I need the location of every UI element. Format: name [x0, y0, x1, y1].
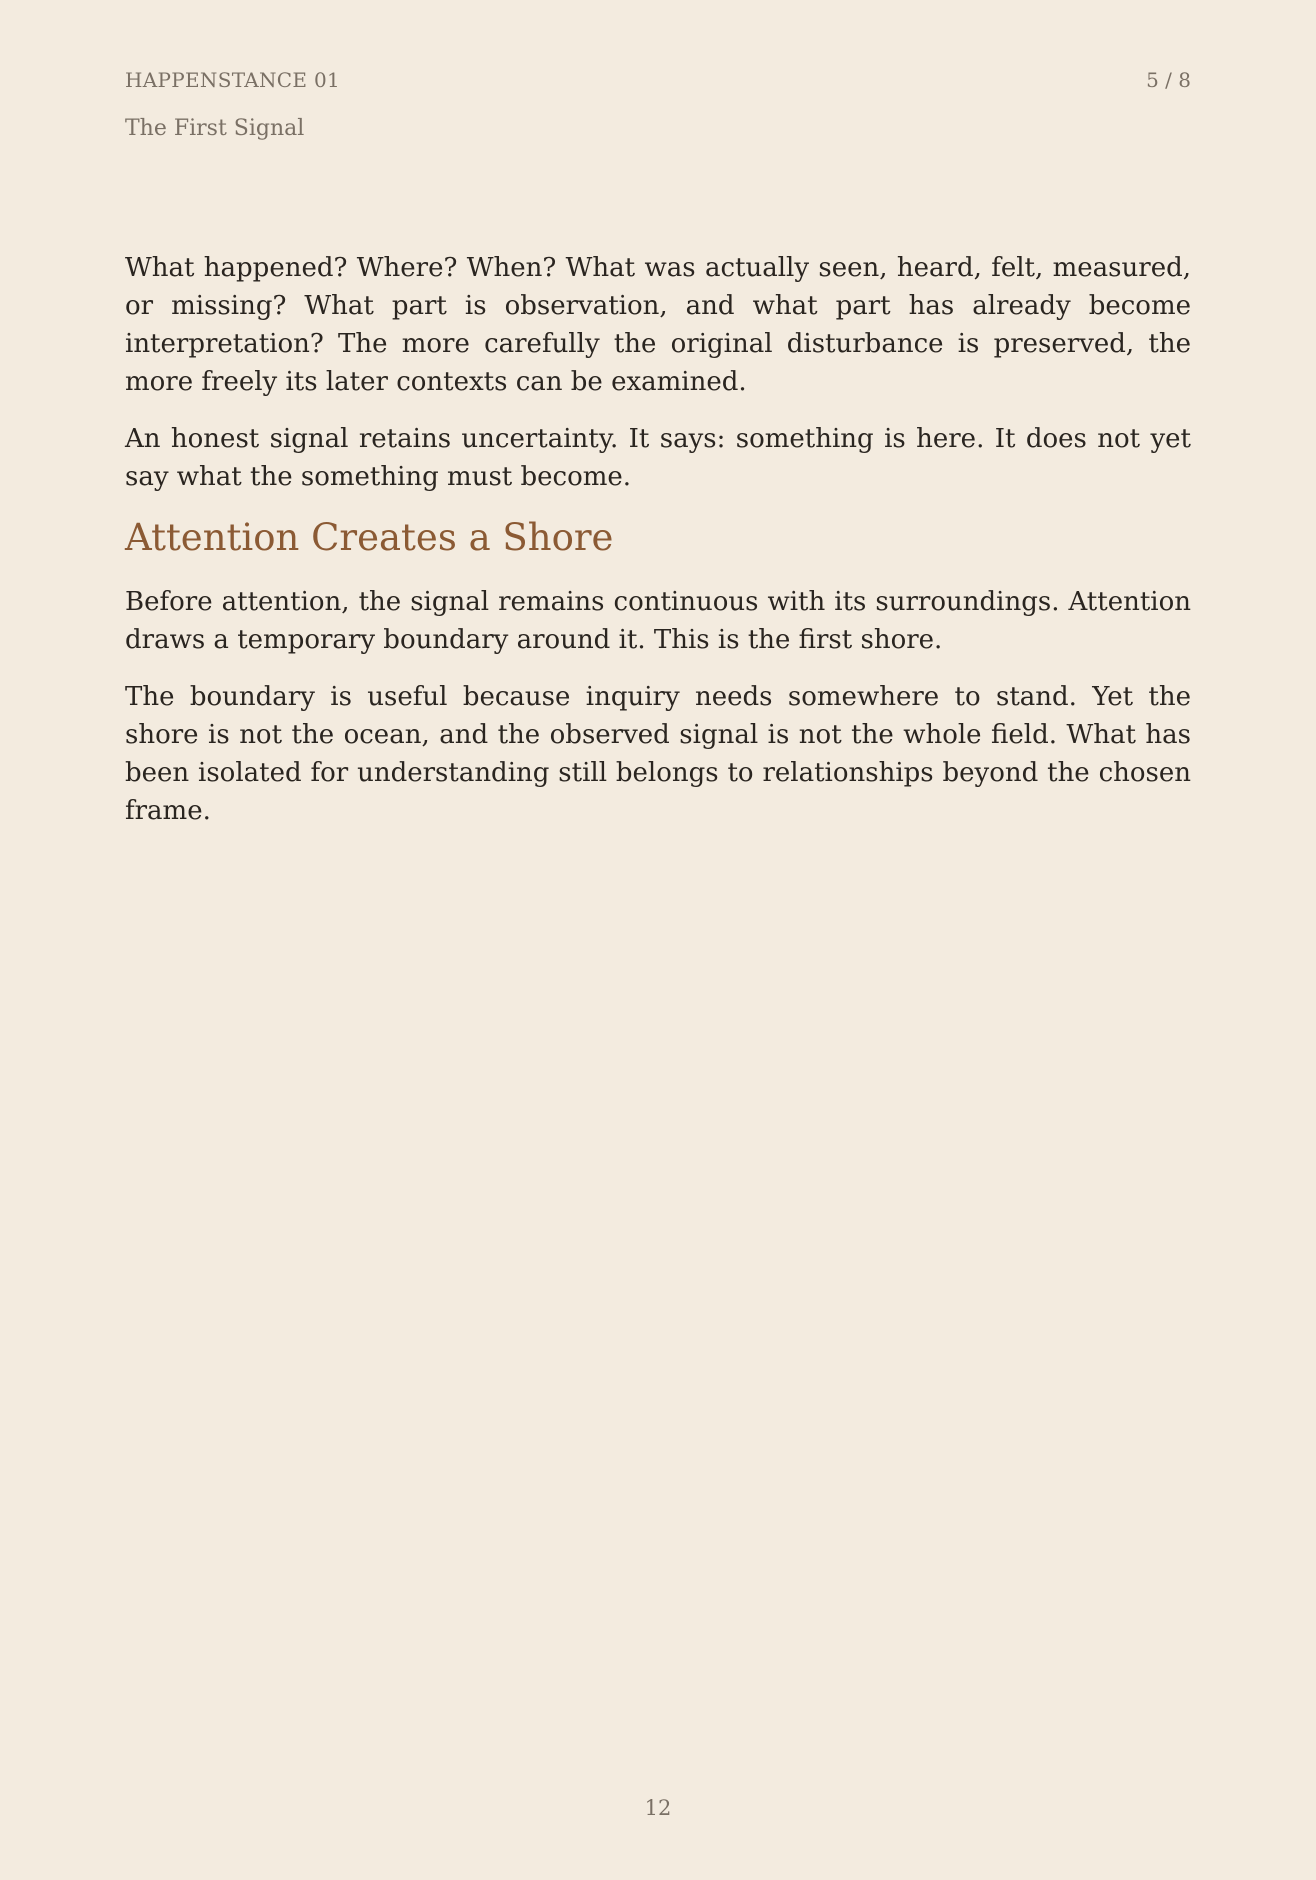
section-heading: Attention Creates a Shore — [125, 516, 614, 559]
page-number: 12 — [644, 1796, 672, 1820]
series-title: HAPPENSTANCE 01 — [125, 68, 340, 92]
paragraph: An honest signal retains uncertainty. It says: something is here. It does not yet say what the something must become. — [125, 424, 1191, 492]
document-page — [125, 0, 1191, 1880]
running-header — [125, 68, 1191, 94]
chapter-title: The First Signal — [125, 116, 305, 141]
paragraph: What happened? Where? When? What was actually seen, heard, felt, measured, or missing? What part is observation, and what part has already become interpretation? The more carefully the original disturbance is preserved, the more freely its later contexts can be examined. — [125, 253, 1191, 397]
paragraph: The boundary is useful because inquiry needs somewhere to stand. Yet the shore is not the ocean, and the observed signal is not the whole field. What has been isolated for understanding still belongs to relationships beyond the chosen frame. — [125, 682, 1191, 826]
body-content — [125, 249, 1191, 849]
page-position: 5 / 8 — [1146, 68, 1191, 92]
paragraph: Before attention, the signal remains continuous with its surroundings. Attention draws a temporary boundary around it. This is the first shore. — [125, 587, 1191, 655]
